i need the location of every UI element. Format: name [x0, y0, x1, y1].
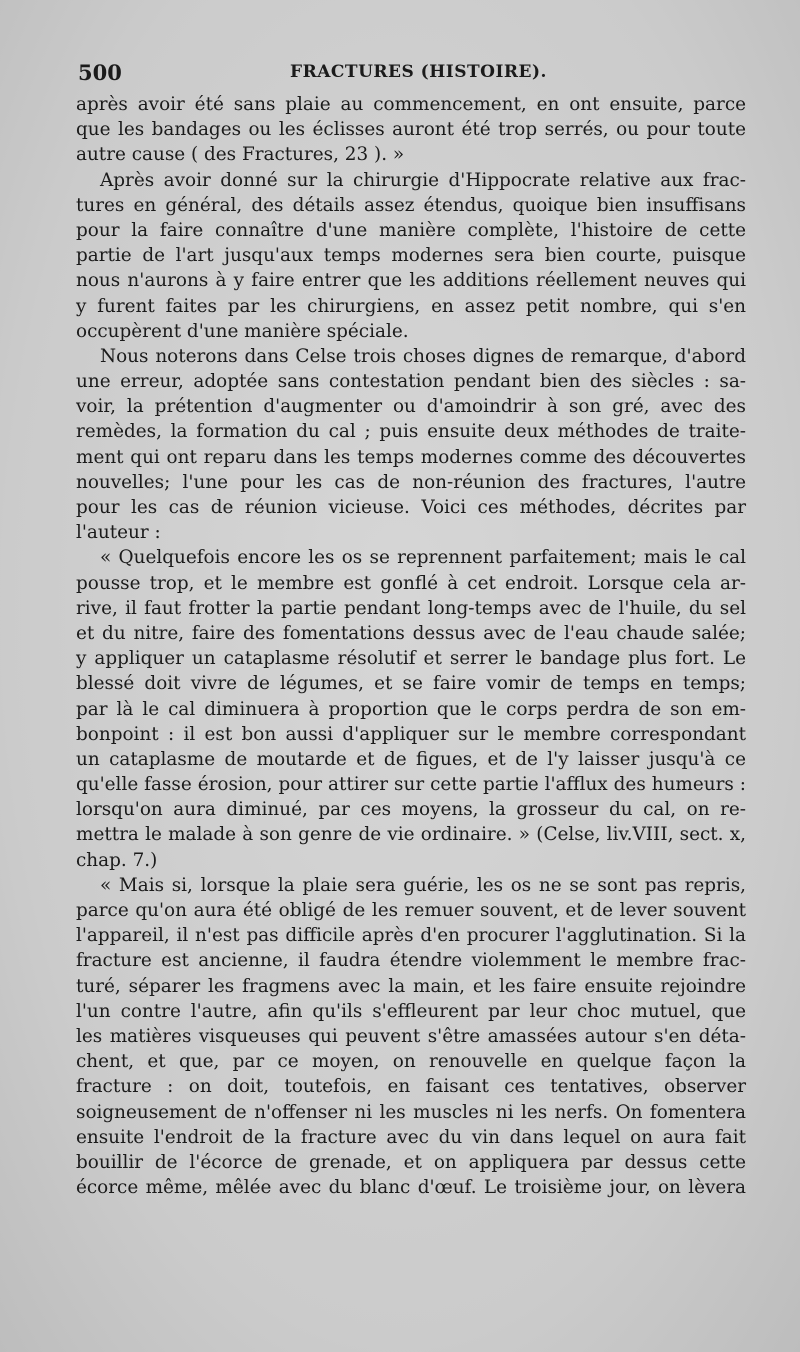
running-head: FRACTURES (HISTOIRE). — [290, 62, 547, 82]
text-line: pour les cas de réunion vicieuse. Voici ces méthodes, décrites par — [76, 497, 746, 518]
text-line: nouvelles; l'une pour les cas de non-réunion des fractures, l'autre — [76, 471, 746, 493]
page-number: 500 — [78, 60, 122, 85]
text-line: « Mais si, lorsque la plaie sera guérie, les os ne se sont pas repris, — [100, 874, 746, 896]
text-line: Après avoir donné sur la chirurgie d'Hippocrate relative aux frac- — [100, 169, 746, 191]
page-header — [78, 60, 748, 88]
text-line: pour la faire connaître d'une manière complète, l'histoire de cette — [76, 219, 746, 241]
text-line: un cataplasme de moutarde et de figues, et de l'y laisser jusqu'à ce — [76, 748, 746, 770]
text-line: par là le cal diminuera à proportion que le corps perdra de son em- — [76, 698, 746, 720]
text-line: l'un contre l'autre, afin qu'ils s'effleurent par leur choc mutuel, que — [76, 1000, 746, 1022]
text-line: chap. 7.) — [76, 849, 158, 871]
text-line: rive, il faut frotter la partie pendant long-temps avec de l'huile, du sel — [76, 597, 746, 619]
text-line: fracture : on doit, toutefois, en faisant ces tentatives, observer — [76, 1076, 746, 1098]
text-line: qu'elle fasse érosion, pour attirer sur cette partie l'afflux des humeurs : — [76, 774, 746, 796]
text-line: ment qui ont reparu dans les temps modernes comme des découvertes — [76, 446, 746, 468]
text-line: pousse trop, et le membre est gonflé à cet endroit. Lorsque cela ar- — [76, 572, 746, 594]
text-line: blessé doit vivre de légumes, et se faire vomir de temps en temps; — [76, 673, 746, 695]
text-line: ensuite l'endroit de la fracture avec du vin dans lequel on aura fait — [76, 1126, 746, 1148]
text-line: les matières visqueuses qui peuvent s'être amassées autour s'en déta- — [76, 1025, 746, 1047]
text-line: tures en général, des détails assez étendus, quoique bien insuffisans — [76, 194, 746, 216]
text-line: que les bandages ou les éclisses auront été trop serrés, ou pour toute — [76, 119, 746, 141]
text-line: écorce même, mêlée avec du blanc d'œuf. Le troisième jour, on lèvera — [76, 1177, 746, 1199]
text-line: nous n'aurons à y faire entrer que les additions réellement neuves qui — [76, 270, 746, 292]
text-line: l'appareil, il n'est pas difficile après d'en procurer l'agglutination. Si la — [76, 925, 746, 947]
text-line: y appliquer un cataplasme résolutif et serrer le bandage plus fort. Le — [76, 648, 746, 670]
text-line: « Quelquefois encore les os se reprennent parfaitement; mais le cal — [100, 547, 746, 569]
body-text — [76, 92, 746, 1200]
text-line: partie de l'art jusqu'aux temps modernes sera bien courte, puisque — [76, 245, 746, 267]
text-line: une erreur, adoptée sans contestation pendant bien des siècles : sa- — [76, 371, 746, 393]
text-line: autre cause ( des Fractures, 23 ). » — [76, 144, 405, 166]
text-line: y furent faites par les chirurgiens, en assez petit nombre, qui s'en — [76, 295, 746, 317]
text-line: bonpoint : il est bon aussi d'appliquer sur le membre correspondant — [76, 723, 746, 745]
text-line: lorsqu'on aura diminué, par ces moyens, la grosseur du cal, on re- — [76, 799, 746, 821]
text-line: soigneusement de n'offenser ni les muscles ni les nerfs. On fomentera — [76, 1101, 746, 1123]
text-line: occupèrent d'une manière spéciale. — [76, 320, 409, 342]
text-line: turé, séparer les fragmens avec la main, et les faire ensuite rejoindre — [76, 975, 746, 997]
text-line: fracture est ancienne, il faudra étendre violemment le membre frac- — [76, 950, 746, 972]
text-line: voir, la prétention d'augmenter ou d'amoindrir à son gré, avec des — [76, 396, 746, 418]
text-line: remèdes, la formation du cal ; puis ensuite deux méthodes de traite- — [76, 421, 746, 443]
text-line: parce qu'on aura été obligé de les remuer souvent, et de lever souvent — [76, 900, 746, 921]
text-line: mettra le malade à son genre de vie ordinaire. » (Celse, liv.VIII, sect. x, — [76, 824, 746, 846]
text-line: l'auteur : — [76, 522, 161, 544]
text-line: et du nitre, faire des fomentations dessus avec de l'eau chaude salée; — [76, 622, 746, 644]
text-line: bouillir de l'écorce de grenade, et on appliquera par dessus cette — [76, 1151, 746, 1173]
text-line: après avoir été sans plaie au commencement, en ont ensuite, parce — [76, 94, 746, 115]
text-line: Nous noterons dans Celse trois choses dignes de remarque, d'abord — [100, 345, 746, 367]
text-line: chent, et que, par ce moyen, on renouvelle en quelque façon la — [76, 1051, 746, 1073]
